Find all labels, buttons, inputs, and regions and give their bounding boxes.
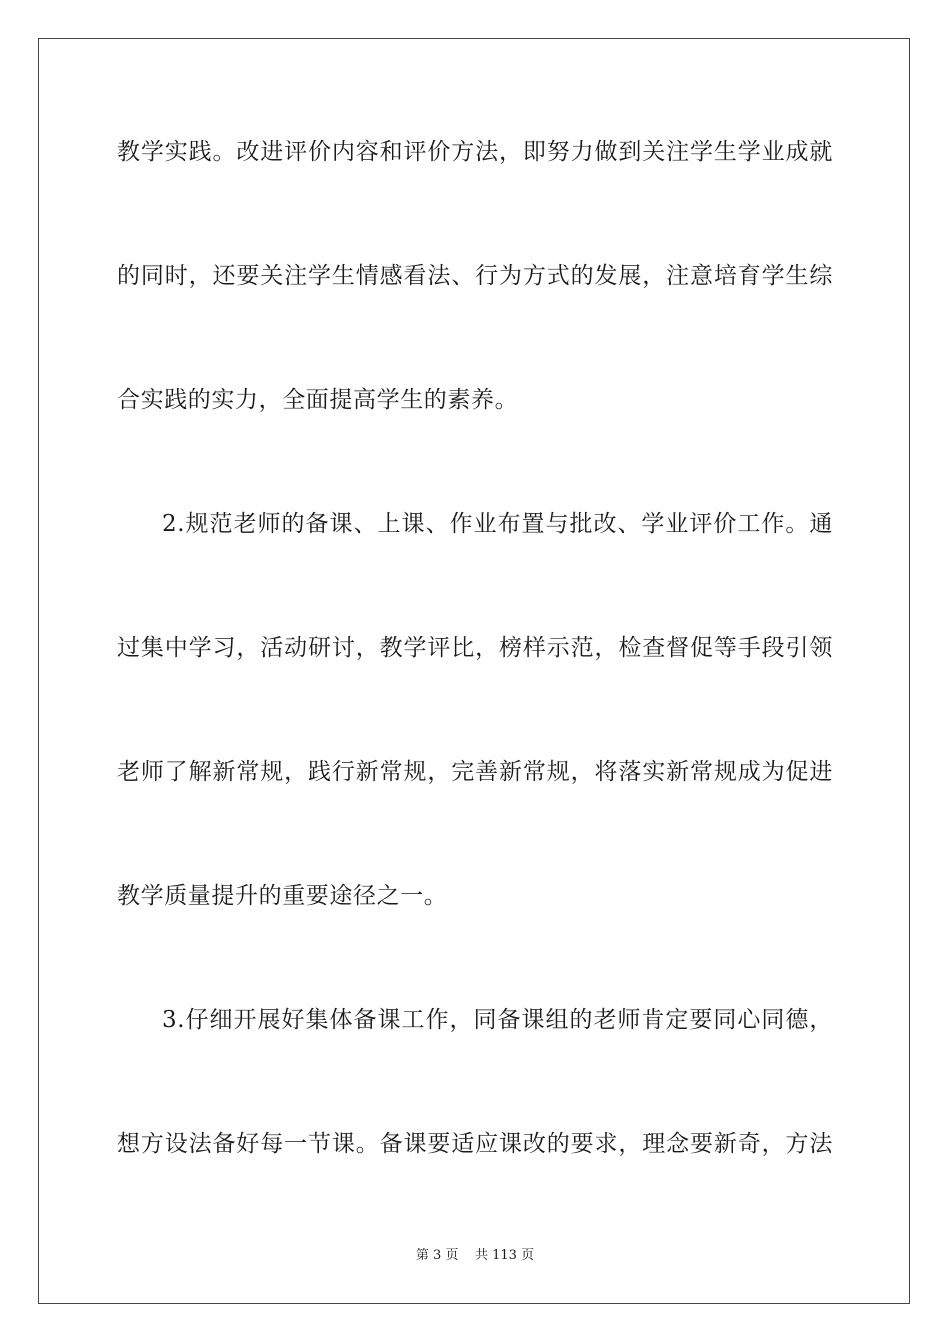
text-line-6: 老师了解新常规，践行新常规，完善新常规，将落实新常规成为促进 [117,759,833,785]
text-line-1: 教学实践。改进评价内容和评价方法，即努力做到关注学生学业成就 [117,139,833,165]
page-border [38,38,910,1304]
text-line-5: 过集中学习，活动研讨，教学评比，榜样示范，检查督促等手段引领 [117,635,833,661]
text-line-2: 的同时，还要关注学生情感看法、行为方式的发展，注意培育学生综 [117,263,833,289]
text-line-4: 2.规范老师的备课、上课、作业布置与批改、学业评价工作。通 [162,511,833,537]
text-line-8: 3.仔细开展好集体备课工作，同备课组的老师肯定要同心同德， [162,1007,833,1033]
text-line-3: 合实践的实力，全面提高学生的素养。 [117,387,519,413]
page-number-footer: 第 3 页 共 113 页 [415,1248,535,1263]
text-line-9: 想方设法备好每一节课。备课要适应课改的要求，理念要新奇，方法 [117,1131,833,1157]
text-line-7: 教学质量提升的重要途径之一。 [117,883,448,909]
